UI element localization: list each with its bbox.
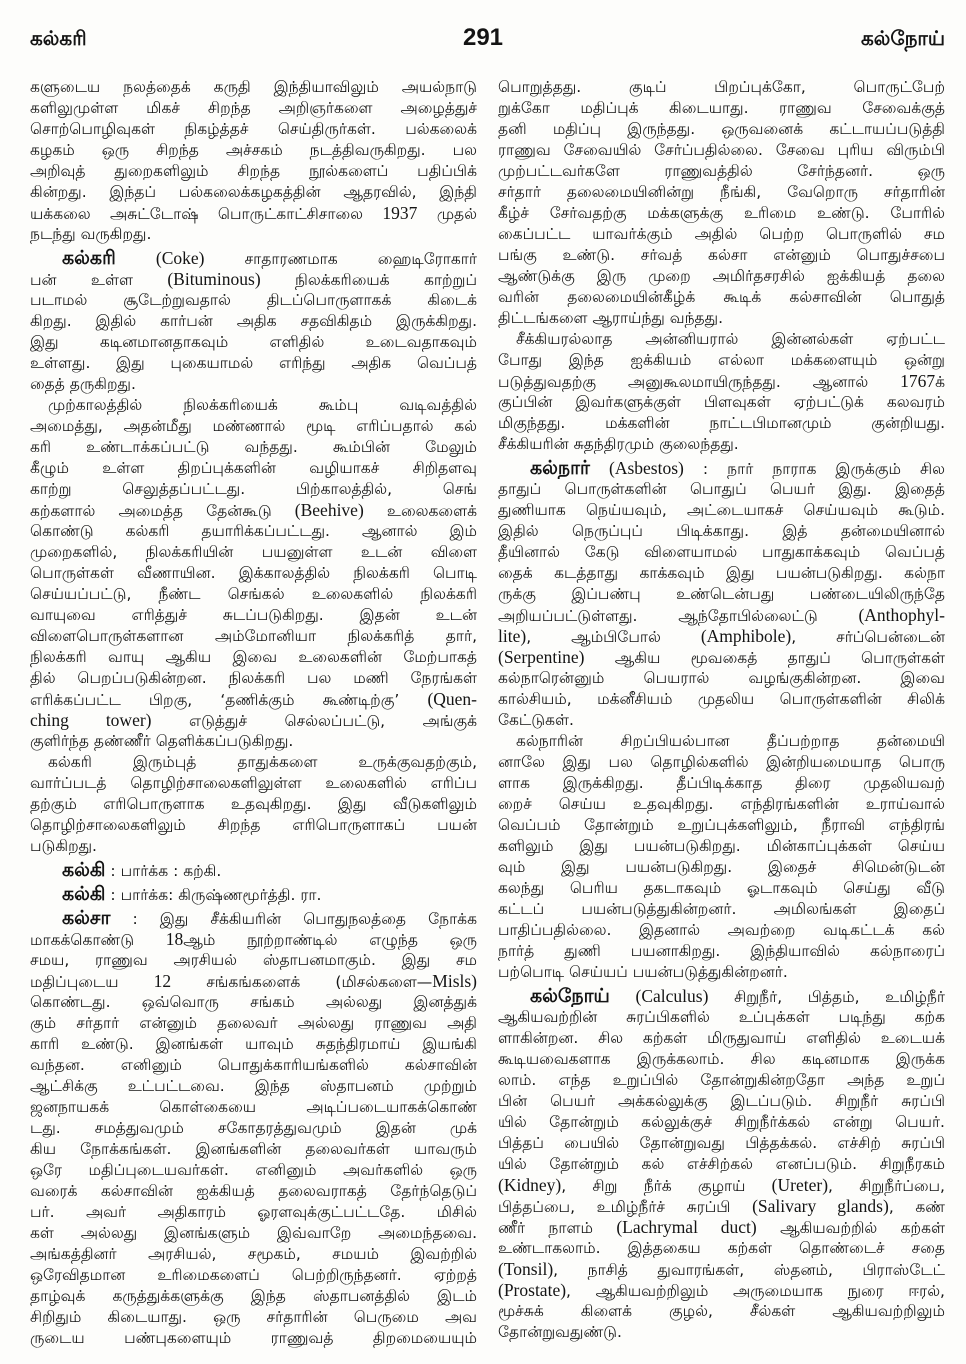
body-text: பின் பெயர் அக்கல்லுக்கு இடப்படும். சிறுநீர் சுரப்பி xyxy=(498,1092,945,1110)
latin-term: 18 xyxy=(165,929,184,949)
body-text: திட்டங்களை ஆராய்ந்து வந்தது. xyxy=(498,309,723,327)
headword: கல்நார் xyxy=(530,458,590,479)
page-number: 291 xyxy=(462,24,504,51)
latin-term: 1937 xyxy=(382,203,418,223)
text-line xyxy=(498,161,945,182)
body-text: பற்பொடி செய்யப் பயன்படுத்துகின்றனர். xyxy=(498,963,788,981)
body-text: கரி உண்டாக்கப்பட்டு வந்தது. கூம்பின் மேலும் xyxy=(30,438,477,456)
text-line xyxy=(30,752,477,773)
text-line xyxy=(498,224,945,245)
text-line xyxy=(498,605,945,626)
body-text: கட்டப் பயன்படுத்துகின்றனர். அமிலங்கள் இதைப் xyxy=(498,900,945,918)
text-line xyxy=(30,269,477,290)
text-line xyxy=(30,161,477,182)
body-text: , ஆகியவற்றிலும் அருமையாக நுரை ஈரல், xyxy=(566,1282,945,1300)
body-text: கற்களால் அமைத்த தேன்கூடு xyxy=(30,502,295,520)
text-line xyxy=(498,479,945,500)
body-text: இது கடினமானதாகவும் எளிதில் உடைவதாகவும் xyxy=(30,333,477,351)
body-text: : பார்க்க: கிருஷ்ணமூர்த்தி. ரா. xyxy=(105,886,322,904)
text-line xyxy=(30,395,477,416)
body-text: , கண் xyxy=(888,1198,945,1216)
text-line xyxy=(30,332,477,353)
body-text: அறிவுத் துறைகளிலும் சிறந்த நூல்களைப் பதிப்பிக் xyxy=(30,162,477,180)
text-line xyxy=(498,542,945,563)
text-line xyxy=(30,416,477,437)
body-text: வார்ப்படத் தொழிற்சாலைகளிலுள்ள உலைகளில் எரிப்ப xyxy=(30,774,477,792)
body-text: இதில் நெருப்புப் பிடிக்காது. இத் தன்மையினால் xyxy=(498,522,945,540)
text-line xyxy=(498,1175,945,1196)
text-line xyxy=(30,950,477,971)
running-head-right: கல்நோய் xyxy=(860,26,945,50)
text-line xyxy=(498,1322,945,1343)
text-line xyxy=(30,1223,477,1244)
text-line xyxy=(498,329,945,350)
body-text: துணியாக நெய்யவும், அட்டையாகச் செய்யவும் கூடும். xyxy=(498,501,945,519)
text-line xyxy=(30,1013,477,1034)
body-text: சொற்பொழிவுகள் நிகழ்த்தச் செய்திருர்கள். பல்கலைக் xyxy=(30,120,477,138)
entry xyxy=(30,884,477,905)
text-line xyxy=(498,710,945,731)
latin-term: (Calculus) xyxy=(635,986,709,1006)
text-line xyxy=(30,773,477,794)
text-line xyxy=(30,521,477,542)
body-text: கல்நாரென்னும் பெயரால் வழங்குகின்றன. இவை xyxy=(498,669,945,687)
latin-term: (Beehive) xyxy=(294,500,364,520)
body-text: பர். அவர் அதிகாரம் ஓரளவுக்குட்பட்டதே. மிசில் xyxy=(30,1203,477,1221)
text-line xyxy=(30,584,477,605)
body-text: மாகக்கொண்டு xyxy=(30,931,166,949)
text-line xyxy=(498,1112,945,1133)
body-text: கீழும் உள்ள திறப்புக்களின் வழியாகச் சிறிதளவு xyxy=(30,459,477,477)
text-line xyxy=(498,1154,945,1175)
body-text: அங்கத்தினர் அரசியல், சமூகம், சமயம் இவற்றில் xyxy=(30,1245,477,1263)
latin-term: (Kidney) xyxy=(498,1175,562,1195)
latin-term: (Prostate) xyxy=(498,1280,567,1300)
text-line xyxy=(30,860,477,881)
text-line xyxy=(498,920,945,941)
text-line xyxy=(30,929,477,950)
latin-term: (Ureter) xyxy=(771,1175,829,1195)
text-line xyxy=(30,815,477,836)
body-text: யில் தோன்றும் கல்லுக்குச் சிறுநீர்க்கல் என்று பெயர். xyxy=(498,1113,945,1131)
body-text: விளைபொருள்களான அம்மோனியா நிலக்கரித் தார், xyxy=(30,627,477,645)
text-line xyxy=(30,479,477,500)
body-text: உண்டாகலாம். இத்தகைய கற்கள் தொண்டைச் சதை xyxy=(498,1239,945,1257)
body-text: டது. சமத்துவமும் சகோதரத்துவமும் இதன் முக் xyxy=(30,1119,477,1137)
text-line xyxy=(30,794,477,815)
text-line xyxy=(30,458,477,479)
body-text: ஆம் நூற்றாண்டில் எழுந்த ஒரு xyxy=(183,931,477,949)
body-text: செய்யப்பட்டு, நீண்ட செங்கல் உலைகளில் நிலக்கரி xyxy=(30,585,477,603)
text-line xyxy=(30,689,477,710)
right-column xyxy=(498,77,945,1359)
body-text: களிலுமுள்ள மிகச் சிறந்த அறிஞர்களை அழைத்துச் xyxy=(30,99,477,117)
text-line xyxy=(30,290,477,311)
text-line xyxy=(498,119,945,140)
body-text: நடந்து வருகிறது. xyxy=(30,225,152,243)
text-line xyxy=(498,584,945,605)
text-line xyxy=(30,224,477,245)
body-text: , சர்ப்பென்டைன் xyxy=(791,628,945,646)
text-line xyxy=(30,1097,477,1118)
body-text: பித்தப் பையில் தோன்றுவது பித்தக்கல். எச்சிற் சுரப்பி xyxy=(498,1134,945,1152)
body-text: வரைக் கல்சாவின் ஐக்கியத் தலைவராகத் தேர்ந்தெடுப் xyxy=(30,1182,477,1200)
text-line xyxy=(498,413,945,434)
entry xyxy=(30,908,477,1349)
body-text: போது இந்த ஐக்கியம் எல்லா மக்களையும் ஒன்று xyxy=(498,351,945,369)
body-text: தில் பெறப்படுகின்றன. நிலக்கரி பல மணி நேரங்கள் xyxy=(30,669,477,687)
body-text: வெப்பம் தோன்றும் உறுப்புக்களிலும், நீராவி எந்திரங் xyxy=(498,816,945,834)
body-text: ராணுவ சேவையில் சேர்ப்பதில்லை. சேவை புரிய விரும்பி xyxy=(498,141,945,159)
headword: கல்நோய் xyxy=(530,986,610,1007)
body-text: படுகிறது. xyxy=(30,837,97,855)
latin-term: Misls) xyxy=(432,971,477,991)
text-line xyxy=(498,878,945,899)
latin-term: (Bituminous) xyxy=(167,269,261,289)
body-text xyxy=(116,250,156,268)
text-line xyxy=(30,248,477,269)
body-text: : பார்க்க : கற்கி. xyxy=(105,862,222,880)
text-line xyxy=(30,1307,477,1328)
body-text: ஆகியவற்றில் கற்கள் xyxy=(756,1219,945,1237)
body-text: ருக்கு இப்பண்பு உண்டென்பது பண்டையிலிருந்தே xyxy=(498,585,945,603)
body-text: சாதாரணமாக ஹைடிரோகார் xyxy=(204,250,477,268)
text-line xyxy=(498,371,945,392)
body-text: நார்த் துணி பயனாகிறது. இந்தியாவில் கல்நாரைப் xyxy=(498,942,945,960)
text-line xyxy=(498,266,945,287)
text-line xyxy=(30,98,477,119)
body-text: மதிப்புடைய xyxy=(30,973,154,991)
body-text: வும் இது பயன்படுகிறது. இதைச் சிமென்டுடன் xyxy=(498,858,945,876)
body-text: தாழ்வுக் கருத்துக்களுக்கு இந்த ஸ்தாபனத்தில் இடம் xyxy=(30,1287,477,1305)
text-line xyxy=(30,884,477,905)
entry xyxy=(498,458,945,731)
text-line xyxy=(498,308,945,329)
text-line xyxy=(30,1034,477,1055)
text-line xyxy=(498,815,945,836)
body-text: காற்று செலுத்தப்பட்டது. பிற்காலத்தில், செங் xyxy=(30,480,477,498)
text-line xyxy=(30,971,477,992)
body-text: கல்கரி இரும்புத் தாதுக்களை உருக்குவதற்கும், xyxy=(48,753,477,771)
text-line xyxy=(498,752,945,773)
body-text: தைக் கடத்தாது காக்கவும் இது பயன்படுகிறது. கல்நா xyxy=(498,564,945,582)
body-text xyxy=(590,460,609,478)
text-line xyxy=(498,182,945,203)
body-text: : இது சீக்கியரின் பொதுநலத்தை நோக்க xyxy=(110,910,477,928)
text-line xyxy=(498,689,945,710)
text-line xyxy=(498,1238,945,1259)
text-line xyxy=(498,626,945,647)
text-line xyxy=(30,1265,477,1286)
text-line xyxy=(498,500,945,521)
body-text: கிய நோக்கங்கள். இனங்களின் தலைவர்கள் யாவரும் xyxy=(30,1140,477,1158)
body-text: களிலும் இது பயன்படுகிறது. மின்காப்புக்கள் செய்ய xyxy=(498,837,945,855)
body-text: ஜனநாயகக் கொள்கையை அடிப்படையாகக்கொண் xyxy=(30,1098,477,1116)
body-text: , சிறுநீர்ப்பை, xyxy=(828,1177,945,1195)
text-line xyxy=(498,1301,945,1322)
body-text: கால்சியம், மக்னீசியம் முதலிய பொருள்களின் சிலிக் xyxy=(498,690,945,708)
text-line xyxy=(498,350,945,371)
headword: கல்கி xyxy=(62,884,106,905)
body-text: வந்தன. எனினும் பொதுக்காரியங்களில் கல்சாவின் xyxy=(30,1056,477,1074)
body-text: பித்தப்பை, உமிழ்நீர்ச் சுரப்பி xyxy=(498,1198,753,1216)
body-text: முற்பட்டவர்களே ராணுவத்தில் சேர்ந்தனர். ஒரு xyxy=(498,162,945,180)
text-line xyxy=(498,1133,945,1154)
body-text: றுக்கோ மதிப்புக் கிடையாது. ராணுவ சேவைக்குத் xyxy=(498,99,945,117)
body-text: கள் அல்லது இனங்களும் இவ்வாறே அமைந்தவை. xyxy=(30,1224,477,1242)
text-line xyxy=(498,287,945,308)
body-text: னாலே இது பல தொழில்களில் இன்றியமையாத பொரு xyxy=(498,753,945,771)
text-line xyxy=(498,203,945,224)
text-line xyxy=(30,1160,477,1181)
latin-term: ching tower) xyxy=(30,710,152,730)
text-line xyxy=(30,731,477,752)
body-text: தற்கும் எரிபொருளாக உதவுகிறது. இது வீடுகளிலும் xyxy=(30,795,477,813)
body-text: முற்காலத்தில் நிலக்கரியைக் கூம்பு வடிவத்தில் xyxy=(48,396,477,414)
text-line xyxy=(498,1028,945,1049)
body-text: கேட்டுகள். xyxy=(498,711,574,729)
body-text: கிறது. இதில் கார்பன் அதிக சதவிகிதம் இருக்கிறது. xyxy=(30,312,477,330)
body-text: றைச் செய்ய உதவுகிறது. எந்திரங்களின் உராய்வால் xyxy=(498,795,945,813)
text-line xyxy=(30,710,477,731)
body-text: லாம். எந்த உறுப்பில் தோன்றுகின்றதோ அந்த உறுப் xyxy=(498,1071,945,1089)
body-text: , ஆம்பிபோல் xyxy=(526,628,701,646)
body-text: குப்பின் இவர்களுக்குள் பிளவுகள் ஏற்பட்டுக் கலவரம் xyxy=(498,393,945,411)
latin-term: (Lachrymal duct) xyxy=(616,1217,757,1237)
text-line xyxy=(30,668,477,689)
body-text: ளாகின்றன. சில கற்கள் மிருதுவாய் எளிதில் உடையக் xyxy=(498,1029,945,1047)
text-line xyxy=(30,1139,477,1160)
body-text: சங்கங்களைக் (மிசல்களை— xyxy=(171,973,433,991)
text-line xyxy=(30,647,477,668)
text-line xyxy=(498,836,945,857)
entry xyxy=(30,248,477,395)
text-line xyxy=(498,731,945,752)
headword: கல்சா xyxy=(62,908,111,929)
text-line xyxy=(30,203,477,224)
body-text: தொழிற்சாலைகளிலும் சிறந்த எரிபொருளாகப் பயன் xyxy=(30,816,477,834)
paragraph xyxy=(498,731,945,983)
text-line xyxy=(30,1118,477,1139)
text-line xyxy=(30,1328,477,1349)
text-line xyxy=(30,605,477,626)
text-line xyxy=(498,941,945,962)
latin-term: 12 xyxy=(153,971,172,991)
text-line xyxy=(498,857,945,878)
latin-term: (Serpentine) xyxy=(498,647,585,667)
body-text xyxy=(610,988,636,1006)
latin-term: 1767 xyxy=(900,371,936,391)
body-text: சிறிதும் கிடையாது. ஒரு சர்தாரின் பெருமை அவ xyxy=(30,1308,477,1326)
body-text: கொண்டது. ஒவ்வொரு சங்கம் அல்லது இனத்துக் xyxy=(30,993,477,1011)
text-line xyxy=(30,1286,477,1307)
body-text: குளிர்ந்த தண்ணீர் தெளிக்கப்படுகிறது. xyxy=(30,732,294,750)
latin-term: (Anthophyl- xyxy=(858,605,945,625)
text-line xyxy=(498,647,945,668)
text-line xyxy=(498,773,945,794)
text-line xyxy=(498,1196,945,1217)
body-text: காரி உண்டு. இனங்கள் யாவும் சுதந்திரமாய் இயங்கி xyxy=(30,1035,477,1053)
body-text: மூச்சுக் கிளைக் குழல், சீல்கள் ஆகியவற்றிலும் xyxy=(498,1302,945,1320)
body-text: கைப்பட்ட யாவர்க்கும் அதில் பெற்ற பொருளில் சம xyxy=(498,225,945,243)
text-line xyxy=(498,1280,945,1301)
body-text: உள்ளது. இது புகையாமல் எரிந்து அதிக வெப்பத் xyxy=(30,354,477,372)
body-text: கும் சர்தார் என்னும் தலைவர் அல்லது ராணுவ அதி xyxy=(30,1014,477,1032)
text-line xyxy=(498,140,945,161)
body-text: கின்றது. இந்தப் பல்கலைக்கழகத்தின் ஆதரவில், இந்தி xyxy=(30,183,477,201)
body-text: சீக்கியரல்லாத அன்னியரால் இன்னல்கள் ஏற்பட்ட xyxy=(516,330,945,348)
body-text: முதல் xyxy=(417,205,477,223)
text-line xyxy=(498,98,945,119)
text-line xyxy=(30,626,477,647)
body-text: ருடைய பண்புகளையும் ராணுவத் திறமையையும் xyxy=(30,1329,477,1347)
body-text: களுடைய நலத்தைக் கருதி இந்தியாவிலும் அயல்நாடு xyxy=(30,78,477,96)
text-line xyxy=(30,542,477,563)
text-line xyxy=(498,1007,945,1028)
latin-term: (Quen- xyxy=(427,689,477,709)
body-text: ஆகிய மூவகைத் தாதுப் பொருள்கள் xyxy=(584,649,945,667)
body-text: உலைகளைக் xyxy=(363,502,477,520)
text-line xyxy=(498,392,945,413)
text-line xyxy=(30,908,477,929)
body-text: சமய, ராணுவ அரசியல் ஸ்தாபனமாகும். இது சம xyxy=(30,951,477,969)
text-line xyxy=(30,182,477,203)
body-text: ஒரே மதிப்புடையவர்கள். எனினும் அவர்களில் ஒரு xyxy=(30,1161,477,1179)
text-line xyxy=(498,434,945,455)
body-text: பங்கு உண்டு. சர்வத் கல்சா என்னும் பொதுச்சபை xyxy=(498,246,945,264)
body-text: : நார் நாராக இருக்கும் சில xyxy=(683,460,945,478)
body-text: நிலக்கரியைக் காற்றுப் xyxy=(260,271,477,289)
text-line xyxy=(498,458,945,479)
body-text: சிறுநீர், பித்தம், உமிழ்நீர் xyxy=(708,988,945,1006)
text-line xyxy=(498,521,945,542)
text-line xyxy=(30,353,477,374)
body-text: மிகுந்தது. மக்களின் நாட்டபிமானமும் குன்றியது. xyxy=(498,414,945,432)
entry xyxy=(498,986,945,1343)
body-text: யில் தோன்றும் கல் எச்சிற்கல் எனப்படும். சிறுநீரகம் xyxy=(498,1155,945,1173)
entry xyxy=(30,860,477,881)
body-text: ஆகியவற்றின் சுரப்பிகளில் உப்புக்கள் படிந்து கற்க xyxy=(498,1008,945,1026)
body-text: ஆட்சிக்கு உட்பட்டவை. இந்த ஸ்தாபனம் முற்றும் xyxy=(30,1077,477,1095)
body-text: க் xyxy=(935,373,945,391)
body-text: தோன்றுவதுண்டு. xyxy=(498,1323,622,1341)
text-line xyxy=(498,1049,945,1070)
body-text: படாமல் சூடேற்றுவதால் திடப்பொருளாகக் கிடைக் xyxy=(30,291,477,309)
body-text: தாதுப் பொருள்களின் பொதுப் பெயர் இது. இதைத் xyxy=(498,480,945,498)
paragraph xyxy=(30,752,477,857)
body-text: பொறுத்தது. குடிப் பிறப்புக்கோ, பொருட்பேற் xyxy=(498,78,945,96)
body-text: கழகம் ஒரு சிறந்த அச்சகம் நடத்திவருகிறது. பல xyxy=(30,141,477,159)
text-line xyxy=(30,374,477,395)
text-line xyxy=(498,1091,945,1112)
body-text: , சிறு நீர்க் குழாய் xyxy=(561,1177,772,1195)
latin-term: (Tonsil) xyxy=(498,1259,554,1279)
text-line xyxy=(498,899,945,920)
body-text: சர்தார் தலைமையினின்று நீங்கி, வேறொரு சர்தாரின் xyxy=(498,183,945,201)
text-line xyxy=(30,836,477,857)
left-column xyxy=(30,77,477,1359)
body-text: எடுத்துச் செல்லப்பட்டு, அங்குக் xyxy=(151,712,477,730)
text-line xyxy=(30,140,477,161)
body-text: அறியப்பட்டுள்ளது. ஆந்தோபில்லைட்டு xyxy=(498,607,859,625)
text-line xyxy=(498,794,945,815)
body-text: எரிக்கப்பட்ட பிறகு, ‘தணிக்கும் கூண்டிற்கு’ xyxy=(30,691,428,709)
body-text: ஆண்டுக்கு இரு முறை அமிர்தசரசில் ஐக்கியத் தலை xyxy=(498,267,945,285)
body-text: கொண்டு கல்கரி தயாரிக்கப்பட்டது. ஆனால் இம் xyxy=(30,522,477,540)
latin-term: (Coke) xyxy=(155,248,205,268)
body-text: முறைகளில், நிலக்கரியின் பயனுள்ள உடன் விளை xyxy=(30,543,477,561)
text-line xyxy=(30,1181,477,1202)
text-line xyxy=(30,311,477,332)
body-text: ணீர் நாளம் xyxy=(498,1219,617,1237)
body-text: நிலக்கரி வாயு ஆகிய இவை உலைகளின் மேற்பாகத் xyxy=(30,648,477,666)
text-line xyxy=(30,1244,477,1265)
body-text: படுத்துவதற்கு அனுகூலமாயிருந்தது. ஆனால் xyxy=(498,373,901,391)
running-head-left: கல்கரி xyxy=(30,26,87,50)
text-line xyxy=(498,563,945,584)
body-text: வாயுவை எரித்துச் சுடப்படுகிறது. இதன் உடன் xyxy=(30,606,477,624)
body-text: தீயினால் கேடு விளையாமல் பாதுகாக்கவும் வெப்பத் xyxy=(498,543,945,561)
text-line xyxy=(30,563,477,584)
text-line xyxy=(30,437,477,458)
text-line xyxy=(30,992,477,1013)
text-line xyxy=(30,500,477,521)
text-line xyxy=(498,986,945,1007)
text-line xyxy=(30,1076,477,1097)
latin-term: (Amphibole) xyxy=(700,626,792,646)
body-text: பன் உள்ள xyxy=(30,271,168,289)
continued-paragraph xyxy=(30,77,477,245)
body-text: தைத் தருகிறது. xyxy=(30,375,136,393)
text-line xyxy=(498,1217,945,1238)
body-text: வரின் தலைமையின்கீழ்க் கூடிக் கல்சாவின் பொதுத் xyxy=(498,288,945,306)
body-text: கல்நாரின் சிறப்பியல்பான தீப்பற்றாத தன்மையி xyxy=(516,732,945,750)
body-text: தனி மதிப்பு இருந்தது. ஒருவனைக் கட்டாயப்படுத்தி xyxy=(498,120,945,138)
body-text: சீக்கியரின் சுதந்திரமும் குலைந்தது. xyxy=(498,435,739,453)
headword: கல்கரி xyxy=(62,248,116,269)
text-line xyxy=(498,1259,945,1280)
body-text: பொருள்கள் வீணாயின. இக்காலத்தில் நிலக்கரி பொடி xyxy=(30,564,477,582)
body-text: கூடியவைகளாக இருக்கலாம். சில கடினமாக இருக்க xyxy=(498,1050,945,1068)
body-text: ஒரேவிதமான உரிமைகளைப் பெற்றிருந்தனர். ஏற்றத் xyxy=(30,1266,477,1284)
body-text: யக்கலை அசுட்டோஷ் பொருட்காட்சிசாலை xyxy=(30,205,383,223)
latin-term: (Salivary glands) xyxy=(752,1196,889,1216)
continued-paragraph xyxy=(498,77,945,329)
body-text: , நாசித் துவாரங்கள், ஸ்தனம், பிராஸ்டேட் xyxy=(553,1261,945,1279)
paragraph xyxy=(30,395,477,752)
headword: கல்கி xyxy=(62,860,106,881)
text-line xyxy=(30,1055,477,1076)
text-line xyxy=(30,119,477,140)
text-line xyxy=(498,77,945,98)
text-line xyxy=(498,245,945,266)
text-line xyxy=(498,668,945,689)
text-line xyxy=(498,1070,945,1091)
text-line xyxy=(498,962,945,983)
text-line xyxy=(30,1202,477,1223)
body-text: கலந்து பெரிய தகடாகவும் ஓடாகவும் செய்து வீடு xyxy=(498,879,945,897)
latin-term: lite) xyxy=(498,626,527,646)
body-text: பாதிப்பதில்லை. இதனால் அவற்றை வடிகட்டக் கல் xyxy=(498,921,945,939)
text-line xyxy=(30,77,477,98)
body-text: கீழ்ச் சேர்வதற்கு மக்களுக்கு உரிமை உண்டு. போரில் xyxy=(498,204,945,222)
paragraph xyxy=(498,329,945,455)
body-text: ளாக இருக்கிறது. தீப்பிடிக்காத திரை முதலியவற் xyxy=(498,774,945,792)
latin-term: (Asbestos) xyxy=(609,458,684,478)
body-text: அமைத்து, அதன்மீது மண்ணால் மூடி எரிப்பதால் கல் xyxy=(30,417,477,435)
